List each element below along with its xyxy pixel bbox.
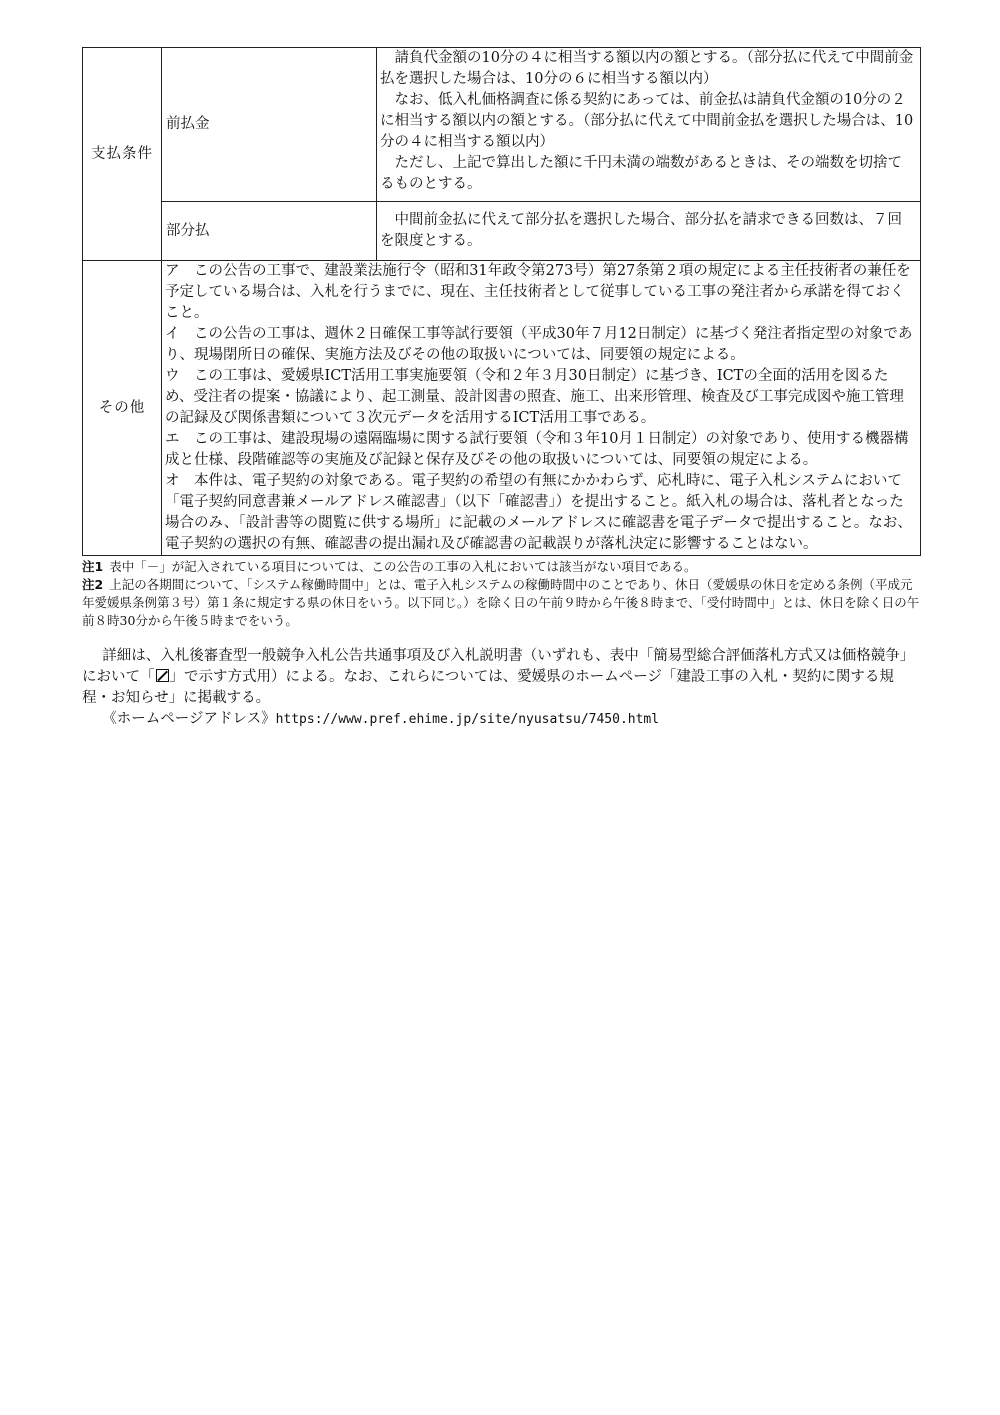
closing-text-after: 」で示す方式用）による。なお、これらについては、愛媛県のホームページ「建設工事の入札・契約に関する規程・お知らせ」に掲載する。 bbox=[82, 669, 894, 706]
payment-conditions-header: 支払条件 bbox=[83, 48, 162, 261]
checked-box-icon bbox=[156, 669, 169, 682]
closing-text-before: 詳細は、入札後審査型一般競争入札公告共通事項及び入札説明書（いずれも、表中「簡易型総合評価落札方式又は価格競争」において「 bbox=[82, 648, 915, 685]
partial-payment-text bbox=[377, 202, 921, 261]
other-item-e: エ この工事は、建設現場の遠隔臨場に関する試行要領（令和３年10月１日制定）の対象であり、使用する機器構成と仕様、段階確認等の実施及び記録と保存及びその他の取扱いについては、同要領の規定による。 bbox=[165, 431, 909, 468]
advance-payment-text bbox=[377, 48, 921, 202]
homepage-address-line bbox=[82, 709, 920, 730]
partial-payment-paragraph: 中間前金払に代えて部分払を選択した場合、部分払を請求できる回数は、７回を限度とする。 bbox=[380, 212, 902, 249]
advance-payment-paragraph: ただし、上記で算出した額に千円未満の端数があるときは、その端数を切捨てるものとする。 bbox=[380, 155, 902, 192]
footnote-2 bbox=[82, 576, 920, 630]
other-row bbox=[83, 261, 921, 556]
payment-advance-row bbox=[83, 48, 921, 202]
other-text bbox=[162, 261, 921, 556]
partial-payment-label: 部分払 bbox=[162, 202, 377, 261]
homepage-address-label: 《ホームページアドレス》 bbox=[102, 711, 276, 727]
closing-paragraph bbox=[82, 646, 920, 709]
footnote-1 bbox=[82, 558, 920, 576]
document-page bbox=[82, 47, 920, 730]
closing-section bbox=[82, 646, 920, 730]
footnote-label: 注1 bbox=[82, 559, 104, 574]
footnote-label: 注2 bbox=[82, 577, 104, 592]
footnotes bbox=[82, 558, 920, 630]
advance-payment-paragraph: 請負代金額の10分の４に相当する額以内の額とする。（部分払に代えて中間前金払を選択した場合は、10分の６に相当する額以内） bbox=[380, 50, 914, 87]
other-header: その他 bbox=[83, 261, 162, 556]
other-item-o: オ 本件は、電子契約の対象である。電子契約の希望の有無にかかわらず、応札時に、電子入札システムにおいて「電子契約同意書兼メールアドレス確認書」（以下「確認書」）を提出すること。紙入札の場合は、落札者となった場合のみ、「設計書等の閲覧に供する場所」に記載のメールアドレスに確認書を電子データで提出すること。なお、電子契約の選択の有無、確認書の提出漏れ及び確認書の記載誤りが落札決定に影響することはない。 bbox=[165, 473, 912, 552]
conditions-table bbox=[82, 47, 921, 556]
other-item-u: ウ この工事は、愛媛県ICT活用工事実施要領（令和２年３月30日制定）に基づき、ICTの全面的活用を図るため、受注者の提案・協議により、起工測量、設計図書の照査、施工、出来形管理、検査及び工事完成図や施工管理の記録及び関係書類について３次元データを活用するICT活用工事である。 bbox=[165, 368, 904, 426]
homepage-url-link[interactable]: https://www.pref.ehime.jp/site/nyusatsu/7450.html bbox=[275, 712, 660, 727]
advance-payment-label: 前払金 bbox=[162, 48, 377, 202]
payment-partial-row bbox=[83, 202, 921, 261]
advance-payment-paragraph: なお、低入札価格調査に係る契約にあっては、前金払は請負代金額の10分の２に相当する額以内の額とする。（部分払に代えて中間前金払を選択した場合は、10分の４に相当する額以内） bbox=[380, 92, 914, 150]
footnote-text: 表中「－」が記入されている項目については、この公告の工事の入札においては該当がない項目である。 bbox=[109, 559, 697, 574]
other-item-a: ア この公告の工事で、建設業法施行令（昭和31年政令第273号）第27条第２項の規定による主任技術者の兼任を予定している場合は、入札を行うまでに、現在、主任技術者として従事している工事の発注者から承諾を得ておくこと。 bbox=[165, 263, 911, 321]
other-item-i: イ この公告の工事は、週休２日確保工事等試行要領（平成30年７月12日制定）に基づく発注者指定型の対象であり、現場閉所日の確保、実施方法及びその他の取扱いについては、同要領の規定による。 bbox=[165, 326, 913, 363]
footnote-text: 上記の各期間について、「システム稼働時間中」とは、電子入札システムの稼働時間中のことであり、休日（愛媛県の休日を定める条例（平成元年愛媛県条例第３号）第１条に規定する県の休日をいう。以下同じ。）を除く日の午前９時から午後８時まで、「受付時間中」とは、休日を除く日の午前８時30分から午後５時までをいう。 bbox=[82, 577, 920, 628]
